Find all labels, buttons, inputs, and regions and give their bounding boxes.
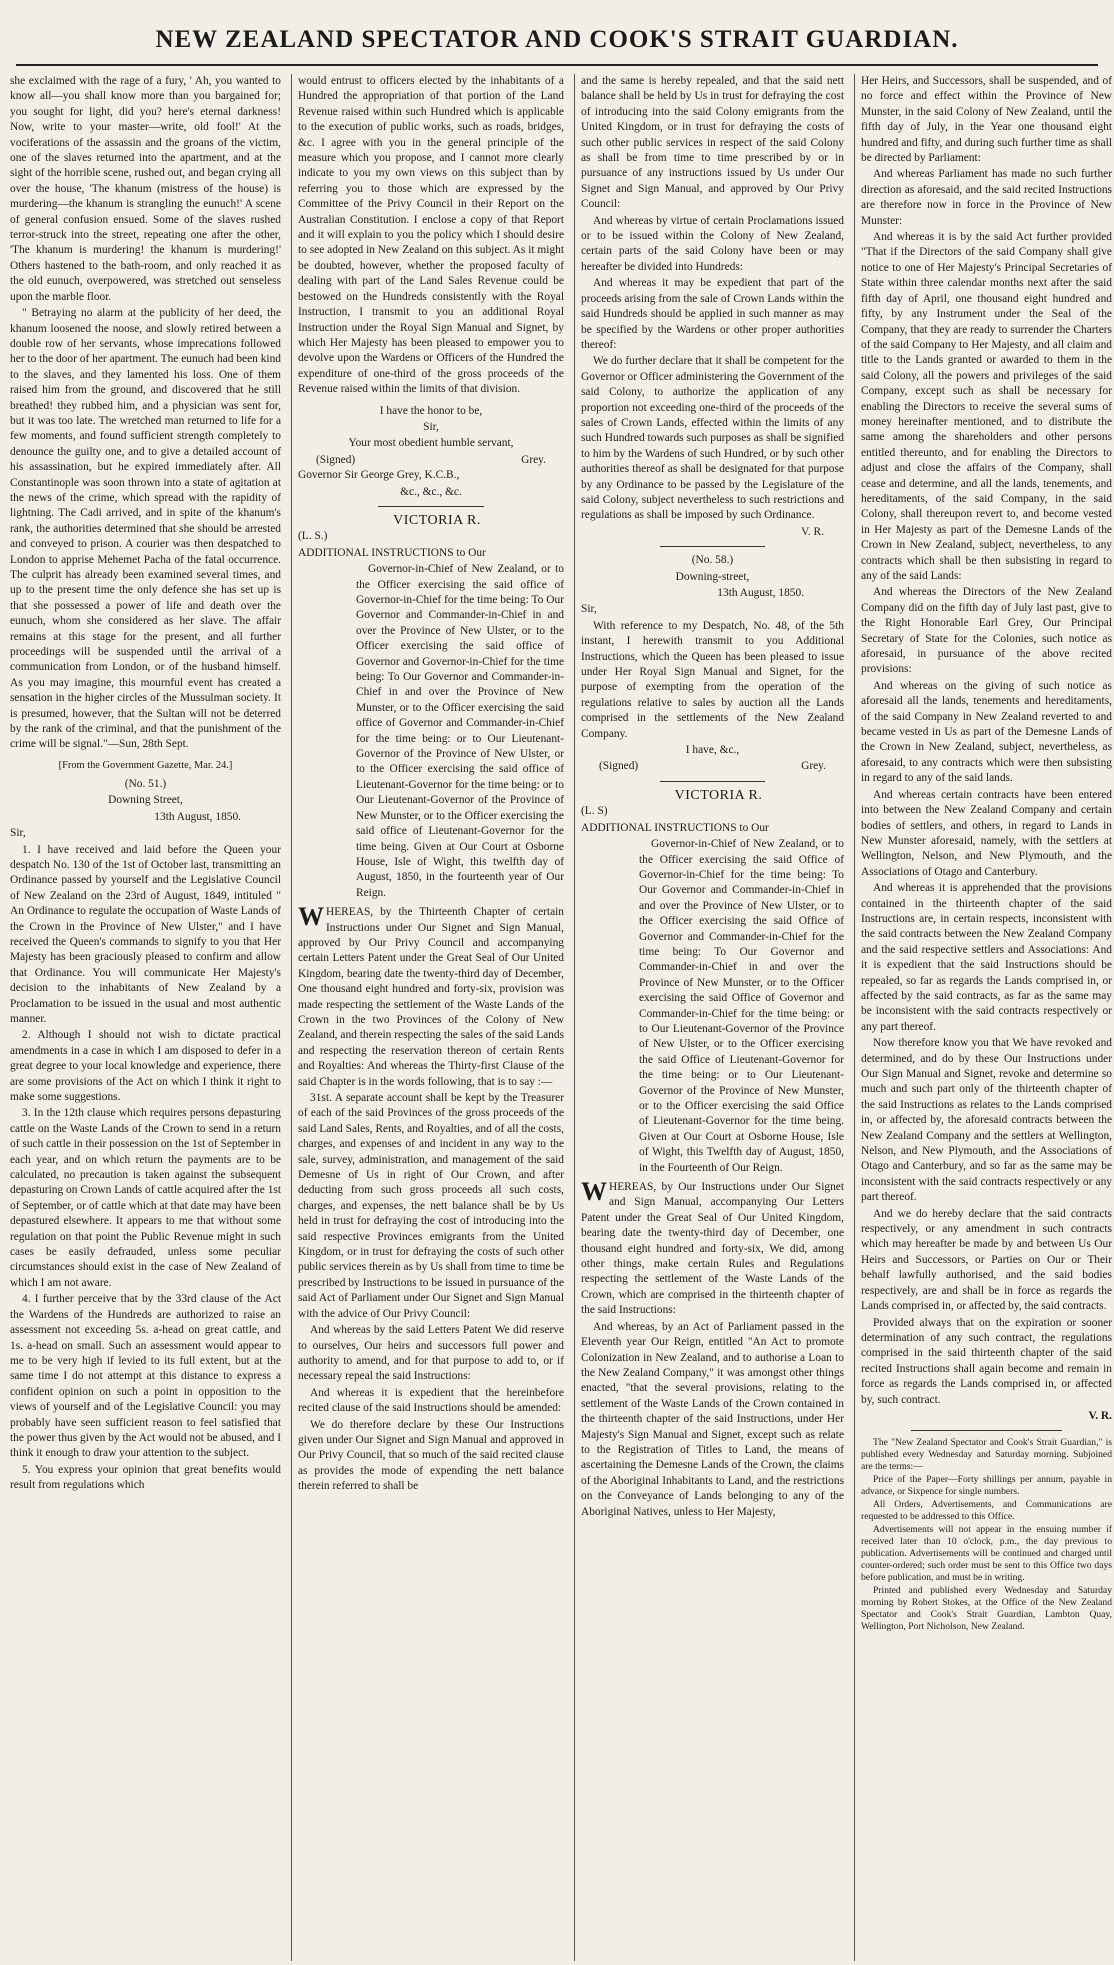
drop-cap: W	[581, 1177, 607, 1207]
addressee: Governor Sir George Grey, K.C.B.,	[298, 469, 460, 482]
signature-line	[581, 759, 844, 774]
divider	[378, 506, 484, 507]
instructions-address: Governor-in-Chief of New Zealand, or to the Officer exercising the said Office of Governor-in-Chief for the time being: To Our Governor and Commander-in-Chief in and over the Province of New Ulster, or to the Officer exercising the said Office of Governor and Commander-in-Chief for the time being: To Our Governor and Commander-in-Chief in and over the Province of New Munster, or to the Officer exercising the said Office of Governor and Commander-in-Chief for the time being: or to Our Lieutenant-Governor of the Province of New Ulster, or to the Officer exercising the said Office of Lieutenant-Governor for the time being: or to Our Lieutenant-Governor of the Province of New Munster, or to the Officer exercising the said Office of Lieutenant-Governor for the time being. Given at Our Court at Osborne House, Isle of Wight, this Twelfth day of August, 1850, in the Fourteenth of Our Reign.	[639, 838, 844, 1174]
columns	[10, 74, 1112, 1961]
royal-initials: V. R.	[801, 525, 824, 538]
clause-paragraph: And whereas it is by the said Act further provided "That if the Directors of the said Company shall give notice to one of Her Majesty's Principal Secretaries of State within three calendar months next after the said fifth day of April, one thousand eight hundred and fifty, by any Instrument under the Seal of the Company, that they are ready to surrender the Charters of the said Company to Her Majesty, and all claim and title to the Lands granted or awarded to them in the said Colony, all the powers and privileges of the said Company, except such as shall be necessary for enabling the Directors to receive the several sums of money hereinafter mentioned, and to distribute the same among the shareholders and other persons entitled thereunto, and for enabling the Directors to adjust and close the affairs of the Company, shall cease and determine, and all the lands, tenements, and hereditaments, of the said Company, in the said Colony, shall thereupon revert to, and become vested in Her Majesty as part of the Demesne Lands of the Crown in New Zealand, subject, nevertheless, to any contracts which shall be then subsisting in regard to any of the said Lands:	[861, 231, 1112, 582]
seal-mark: (L. S)	[581, 805, 608, 818]
despatch-paragraph: 3. In the 12th clause which requires persons depasturing cattle on the Waste Lands of the Crown to send in a return of such cattle in their possession on the 1st of September in each year, and on which return the payments are to be calculated, no precaution is taken against the subsequent depasturing on Crown Lands of cattle acquired after the 1st of September, or of cattle which at that date may have been depastured elsewhere. It appears to me that without some regulation on that point the Public Revenue might in such cases be easily defrauded, unless some peculiar circumstances should exist in the case of New Zealand of which I am not aware.	[10, 1107, 281, 1289]
publication-notice: Advertisements will not appear in the ensuing number if received later than 10 o'clock, p.m., the day previous to publication. Advertisements will be continued and charged until counter-ordered; such order must be sent to this Office two days before publication, and must be in writing.	[861, 1524, 1112, 1584]
salutation: Sir,	[581, 603, 597, 616]
clause-paragraph: And whereas the Directors of the New Zealand Company did on the fifth day of July last past, give to the Right Honorable Earl Grey, Our Principal Secretary of State for the Colonies, such notice as aforesaid, in pursuance of the above recited provisions:	[861, 586, 1112, 676]
divider	[911, 1430, 1062, 1431]
closing-line: I have, &c.,	[685, 744, 740, 757]
despatch-number: (No. 58.)	[691, 554, 734, 567]
despatch-date: 13th August, 1850.	[154, 810, 241, 823]
seal-mark: (L. S.)	[298, 530, 328, 543]
whereas-paragraph: WHEREAS, by Our Instructions under Our Signet and Sign Manual, accompanying Our Letters Patent under the Great Seal of Our United Kingdom, bearing date the twenty-third day of December, one thousand eight hundred and forty-six, We did, among other things, make certain Rules and Regulations respecting the settlement of the Waste Lands of the Crown, which are comprised in the thirteenth chapter of the said Instructions:	[581, 1177, 844, 1317]
clause-paragraph: And whereas, by an Act of Parliament passed in the Eleventh year Our Reign, entitled "An Act to promote Colonization in New Zealand, and to authorise a Loan to the New Zealand Company," it was amongst other things enacted, "that the several provisions, relating to the settlement of the Waste Lands of the Crown contained in the thirteenth chapter of the said Instructions, under Her Majesty's Sign Manual and Signet, except such as relate to the Registration of Titles to Land, the means of ascertaining the Demesne Lands of the Crown, the claims of the Aboriginal Inhabitants to Land, and the restrictions on the Conveyance of Lands belonging to any of the Aboriginal Natives, unless to Her Majesty,	[581, 1320, 844, 1518]
masthead	[16, 0, 1098, 66]
divider	[660, 781, 765, 782]
clause-paragraph: and the same is hereby repealed, and that the said nett balance shall be held by Us in trust for defraying the cost of introducing into the said Colony emigrants from the United Kingdom, or in trust for defraying the costs of such other public services in respect of the said Colony as shall be from time to time prescribed by or in pursuance of any instructions issued by Us under Our Signet and Sign Manual, and approved by Our Privy Council:	[581, 75, 844, 211]
clause-paragraph: And we do hereby declare that the said contracts respectively, or any amendment in such contracts which may hereafter be made by and between Us Our Heirs and Successors, or Parties on Our or Their behalf lawfully authorised, and the said bodies respectively, are and shall be in force as regards the Lands comprised in, or affected by, the said contracts.	[861, 1207, 1112, 1313]
clause-paragraph: And whereas on the giving of such notice as aforesaid all the lands, tenements and hereditaments, of the said Company in New Zealand reverted to and became vested in Us as part of the Demesne Lands of the Crown in New Zealand, subject, nevertheless, as aforesaid, to any contracts which were then subsisting in regard to any of the said lands.	[861, 679, 1112, 785]
signed-label: (Signed)	[316, 453, 356, 466]
publication-notice: Price of the Paper—Forty shillings per annum, payable in advance, or Sixpence for single numbers.	[861, 1474, 1112, 1498]
despatch-place: Downing-street,	[675, 570, 750, 583]
signatory: Grey.	[801, 760, 826, 773]
column-4	[854, 74, 1112, 1961]
instructions-heading: ADDITIONAL INSTRUCTIONS to Our	[581, 821, 769, 834]
despatch-paragraph: 5. You express your opinion that great benefits would result from regulations which	[10, 1463, 281, 1492]
signature-line	[298, 453, 564, 468]
clause-paragraph: 31st. A separate account shall be kept by the Treasurer of each of the said Provinces of the gross proceeds of the said Land Sales, Rents, and Royalties, and of all the costs, charges, and expenses of and incident in any way to the sale, survey, administration, and management of the said Demesne of Us in right of Our Crown, and after deducting from such gross proceeds all such costs, charges, and expenses, the nett balance shall be by Us held in trust for defraying the cost of introducing into the said respective Provinces emigrants from the United Kingdom, or in trust for defraying the costs of such other public services therein as by Us shall from time to time be prescribed by Instructions to be issued in pursuance of the said Act of Parliament under Our Signet and Sign Manual with the advice of Our Privy Council:	[298, 1092, 564, 1320]
gazette-source: [From the Government Gazette, Mar. 24.]	[58, 759, 233, 771]
masthead-title: NEW ZEALAND SPECTATOR AND COOK'S STRAIT GUARDIAN.	[155, 26, 959, 53]
column-1	[10, 74, 281, 1961]
clause-paragraph: Her Heirs, and Successors, shall be suspended, and of no force and effect within the Province of New Munster, in the said Colony of New Zealand, until the fifth day of July, in the Year one thousand eight hundred and fifty, and during such further time as shall be directed by Parliament:	[861, 75, 1112, 165]
clause-paragraph: And whereas by the said Letters Patent We did reserve to ourselves, Our heirs and successors full power and authority to amend, and for that purpose to add to, or if necessary repeal the said Instructions:	[298, 1324, 564, 1383]
signed-label: (Signed)	[599, 760, 639, 773]
instructions-address: Governor-in-Chief of New Zealand, or to the Officer exercising the said office of Governor-in-Chief for the time being: To Our Governor and Commander-in-Chief in and over the Province of New Ulster, or to the Officer exercising the said office of Governor and Governor-in-Chief for the time being: To Our Governor and Commander-in-Chief in and over the Province of New Munster, or to the Officer exercising the said office of Governor and Commander-in-Chief for the time being: or to Our Lieutenant-Governor of the Province of New Ulster, or to the Officer exercising the said office of Lieutenant-Governor for the time being: or to Our Lieutenant-Governor of the Province of New Munster, or to the Officer exercising the said office of Lieutenant-Governor for the time being. Given at Our Court at Osborne House, Isle of Wight, this twelfth day of August, 1850, in the fourteenth year of Our Reign.	[356, 563, 564, 899]
despatch-date: 13th August, 1850.	[717, 587, 804, 599]
clause-paragraph: We do therefore declare by these Our Instructions given under Our Signet and Sign Manual and approved in Our Privy Council, that so much of the said recited clause as provides the mode of expending the nett balance therein referred to shall be	[298, 1418, 564, 1493]
royal-initials: V. R.	[1088, 1409, 1112, 1422]
closing-sir: Sir,	[423, 420, 439, 433]
clause-paragraph: And whereas Parliament has made no such further direction as aforesaid, and the said recited Instructions are therefore now in force in the Province of New Munster:	[861, 168, 1112, 227]
salutation: Sir,	[10, 827, 26, 840]
despatch-place: Downing Street,	[108, 794, 183, 807]
publication-notice: The "New Zealand Spectator and Cook's Strait Guardian," is published every Wednesday and Saturday morning. Subjoined are the terms:—	[861, 1437, 1112, 1473]
article-paragraph: she exclaimed with the rage of a fury, ' Ah, you wanted to know all—you shall know more than you bargained for; you sought for light, did you? here's eternal darkness! Now, write to your master—write, old fool!' At the vociferations of the assassin and the groans of the victim, one of the slaves returned into the apartment, and at the sight of the horrible scene, rushed out, and began crying all over the house, 'The khanum (mistress of the house) is murdering—the khanum is strangling the eunuch!' A scene of general confusion ensued. Some of the slaves rushed terror-struck into the street, repeating one after the other, 'The khanum is murdering! the khanum is murdering!' Others hastened to the bath-room, and only reached it as the old eunuch, overpowered, was stretched out senseless upon the marble floor.	[10, 75, 281, 303]
clause-paragraph: And whereas certain contracts have been entered into between the New Zealand Company and certain bodies of settlers, and others, in regard to Lands in New Munster aforesaid, namely, with the settlers at Wellington, Nelson, and New Plymouth, and the Associations of Otago and Canterbury.	[861, 788, 1112, 878]
closing-line: I have the honor to be,	[379, 404, 483, 417]
despatch-number: (No. 51.)	[124, 777, 167, 790]
clause-paragraph: We do further declare that it shall be competent for the Governor or Officer administering the Government of the said Colony, to authorize the application of any proportion not exceeding one-third of the proceeds of the sales of Crown Lands, effected within the limits of any such Hundred towards such purposes as shall be signified to him by the Wardens of such Hundred, or by such other authorities thereof as shall be designated for that purpose by any Ordinance to be passed by the Legislature of the said Colony, subject nevertheless to such restrictions and regulations as shall be imposed by such Ordinance.	[581, 355, 844, 522]
despatch-paragraph: 1. I have received and laid before the Queen your despatch No. 130 of the 1st of October last, transmitting an Ordinance passed by yourself and the Legislative Council of New Zealand on the 23rd of August, 1849, intituled " An Ordinance to regulate the occupation of Waste Lands of the Crown in the Province of New Ulster," and I have received the Queen's commands to signify to you that Her Majesty has been graciously pleased to confirm and allow that Ordinance. You will communicate Her Majesty's decision to the inhabitants of New Zealand by a Proclamation to be issued in the usual and most authentic manner.	[10, 843, 281, 1025]
clause-paragraph: And whereas it is expedient that the hereinbefore recited clause of the said Instructions should be amended:	[298, 1386, 564, 1415]
column-2	[291, 74, 564, 1961]
despatch-paragraph: 2. Although I should not wish to dictate practical amendments in a case in which I am disposed to defer in a great degree to your local knowledge and experience, there are some provisions of the Act on which I think it right to make some suggestions.	[10, 1029, 281, 1103]
clause-paragraph: And whereas it is apprehended that the provisions contained in the thirteenth chapter of the said Instructions are, in certain respects, inconsistent with the said contracts between the New Zealand Company and the said respective settlers and Associations: And it is expedient that the said Instructions should be repealed, so far as regards the Lands comprised in, or affected by the said contracts, as far as the same may be inconsistent with the said contracts respectively or any part thereof.	[861, 882, 1112, 1033]
clause-paragraph: Provided always that on the expiration or sooner determination of any such contract, the regulations comprised in the said thirteenth chapter of the said recited Instructions shall again become and remain in force as regards the Lands comprised in, or affected by, such contract.	[861, 1316, 1112, 1406]
whereas-paragraph: WHEREAS, by the Thirteenth Chapter of certain Instructions under Our Signet and Sign Manual, approved by Our Privy Council and accompanying certain Letters Patent under the Great Seal of Our United Kingdom, bearing date the twenty-third day of December, One thousand eight hundred and forty-six, provision was made respecting the settlement of the Waste Lands of the Crown in the two Provinces of the Colony of New Zealand, and therein respecting the sales of the said Lands and respecting the reservation thereon of certain Rents and Royalties: And whereas the Thirty-first Clause of the said Chapter is in the words following, that is to say :—	[298, 902, 564, 1088]
despatch-paragraph: would entrust to officers elected by the inhabitants of a Hundred the appropriation of that portion of the Land Revenue raised within such Hundred which is applicable to the execution of public works, such as roads, bridges, &c. I agree with you in the general principle of the measure which you propose, and I cannot more clearly indicate to you my own views on this subject than by referring you to those which are expressed by the Committee of the Privy Council in their Report on the Australian Constitution. I enclose a copy of that Report and it will explain to you the policy which I should desire to see adopted in New Zealand on this subject. As it might be doubted, however, whether the proposed faculty of dealing with part of the Land Sales Revenue could be bestowed on the Hundreds consistently with the Royal Instruction, I transmit to you an additional Royal Instruction under the Royal Sign Manual and Signet, by which Her Majesty has been pleased to empower you to devolve upon the Wardens or Officers of the Hundred the expenditure of one-third of the gross proceeds of the Revenue raised within the limits of that division.	[298, 75, 564, 396]
signatory: Grey.	[521, 453, 546, 466]
clause-paragraph: And whereas by virtue of certain Proclamations issued or to be issued within the Colony of New Zealand, certain parts of the said Colony have been or may hereafter be divided into Hundreds:	[581, 214, 844, 273]
publication-notice: All Orders, Advertisements, and Communications are requested to be addressed to this Office.	[861, 1499, 1112, 1523]
section-heading: VICTORIA R.	[393, 512, 481, 528]
despatch-paragraph: 4. I further perceive that by the 33rd clause of the Act the Wardens of the Hundreds are authorized to raise an assessment not exceeding 5s. a-head on great cattle, and 1s. a-head on small. Such an assessment would appear to me to be very high if levied to its full extent, but at the same time I do not attempt at this distance to express a confident opinion on such a point in opposition to the views of yourself and of the Legislative Council: you may probably have seen sufficient reason to feel satisfied that the power thus given by the Act would not be abused, and I think it enough to draw your attention to the subject.	[10, 1293, 281, 1460]
section-heading: VICTORIA R.	[674, 787, 763, 803]
column-3	[574, 74, 844, 1961]
article-paragraph: " Betraying no alarm at the publicity of her deed, the khanum loosened the noose, and slowly retired between a double row of her servants, whose imprecations followed her to the door of her apartment. The eunuch had been kind to the slaves, and they lamented his loss. One of them raised him from the ground, and discovered that he still breathed! they rubbed him, and a physician was sent for, but it was too late. The wretched man returned to life for a few moments, and found sufficient strength completely to denounce the guilty one, and to give a detailed account of his assassination, but he expired immediately after. All Constantinople was soon thrown into a state of agitation at the news of the crime, which spread with the rapidity of lightning. The Cadi arrived, and in spite of the khanum's rank, the authorities determined that she should be arrested and conveyed to prison. A courier was then despatched to London to apprise Mehemet Pacha of the fatal occurrence. The culprit has already been examined several times, and up to the present time the only defence she has set up is that she possessed a power of life and death over the eunuch, whom she considered as her slave. The affair remains at this stage for the present, and all further proceedings will be suspended until the arrival of a communication from London, or of the husband himself. As you may imagine, this mournful event has created a sensation in the higher circles of the Mussulman society. It is presumed, however, that the Sultan will not be deterred by the rank of the criminal, and that the punishment of the crime will be signal."—Sun, 28th Sept.	[10, 307, 281, 751]
clause-paragraph: And whereas it may be expedient that part of the proceeds arising from the sale of Crown Lands within the said Hundreds should be applied in such manner as may be specified by the Wardens or other proper authorities thereof:	[581, 277, 844, 351]
closing-servant: Your most obedient humble servant,	[348, 437, 514, 450]
addressee-etc: &c., &c., &c.	[400, 485, 462, 498]
drop-cap: W	[298, 902, 324, 932]
divider	[660, 546, 765, 547]
instructions-heading: ADDITIONAL INSTRUCTIONS to Our	[298, 546, 486, 559]
clause-paragraph: Now therefore know you that We have revoked and determined, and do by these Our Instructions under Our Sign Manual and Signet, revoke and determine so much and such part only of the thirteenth chapter of the said Instructions as relates to the Lands comprised in, or affected by, the aforesaid contracts between the New Zealand Company and the settlers at Wellington, Nelson, and New Plymouth, and the Associations of Otago and Canterbury, and so far as the same may be inconsistent with the said contracts respectively or any part thereof.	[861, 1037, 1112, 1204]
publication-notice: Printed and published every Wednesday and Saturday morning by Robert Stokes, at the Office of the New Zealand Spectator and Cook's Strait Guardian, Lambton Quay, Wellington, Port Nicholson, New Zealand.	[861, 1585, 1112, 1633]
despatch-paragraph: With reference to my Despatch, No. 48, of the 5th instant, I herewith transmit to you Additional Instructions, which the Queen has been pleased to issue under Her Royal Sign Manual and Signet, for the purpose of exempting from the operation of the regulations relative to sales by auction all the Lands comprised in the settlements of the New Zealand Company.	[581, 619, 844, 740]
